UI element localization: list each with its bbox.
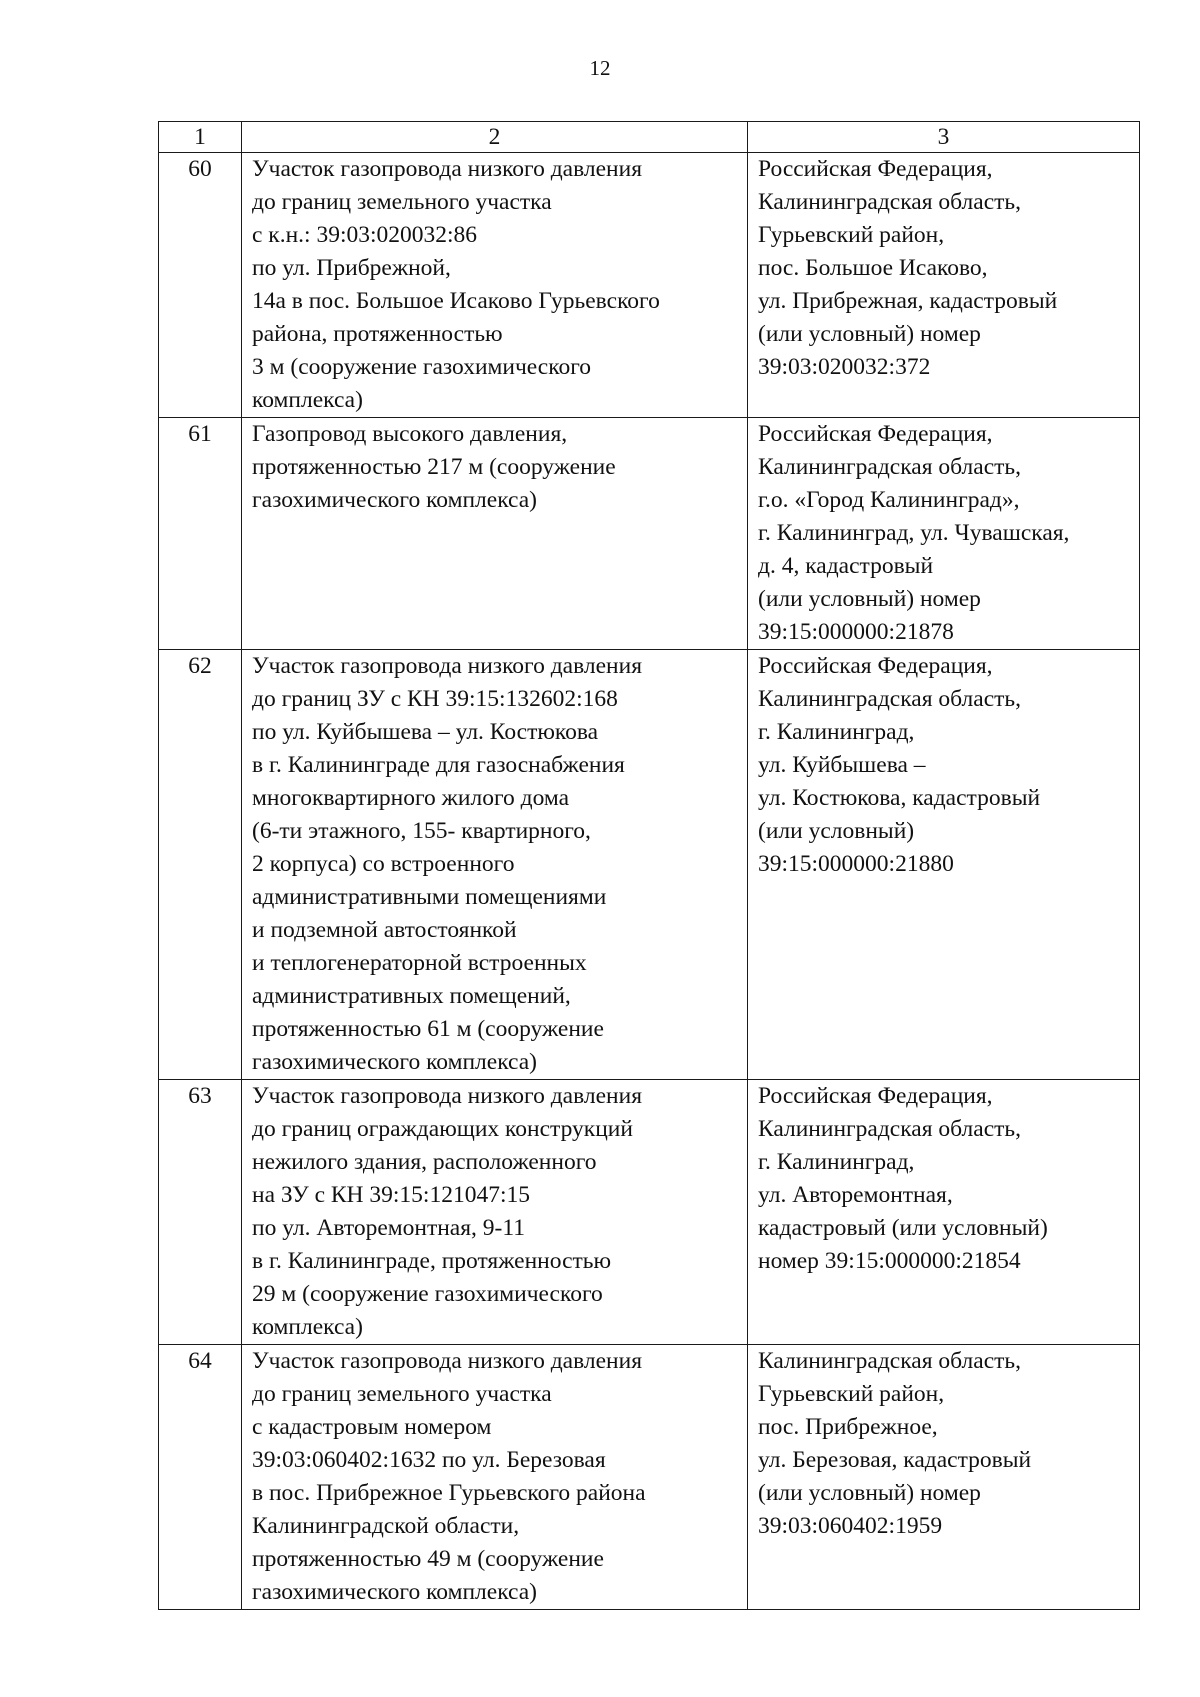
table-row (159, 153, 1140, 418)
row-number: 64 (159, 1345, 242, 1610)
table-row (159, 418, 1140, 650)
column-header-3: 3 (748, 122, 1140, 153)
table-row (159, 1345, 1140, 1610)
object-description-text: Участок газопровода низкого давления до границ ЗУ с КН 39:15:132602:168 по ул. Куйбышева – ул. Костюкова в г. Калининграде для газоснабжения многоквартирного жилого дома (6-ти этажного, 155- квартирного, 2 корпуса) со встроенного административными помещениями и подземной автостоянкой и теплогенераторной встроенных административных помещений, протяженностью 61 м (сооружение газохимического комплекса) (252, 653, 643, 1075)
object-description (242, 1080, 748, 1345)
table-row (159, 650, 1140, 1080)
object-address (748, 418, 1140, 650)
object-address-text: Российская Федерация, Калининградская область, г.о. «Город Калининград», г. Калининград, ул. Чувашская, д. 4, кадастровый (или условный) номер 39:15:000000:21878 (758, 421, 1070, 645)
object-address (748, 650, 1140, 1080)
column-header-1: 1 (159, 122, 242, 153)
row-number: 61 (159, 418, 242, 650)
object-address-text: Российская Федерация, Калининградская область, г. Калининград, ул. Куйбышева – ул. Костюкова, кадастровый (или условный) 39:15:000000:21880 (758, 653, 1041, 877)
object-description-text: Участок газопровода низкого давления до границ земельного участка с к.н.: 39:03:020032:86 по ул. Прибрежной, 14а в пос. Большое Исаково Гурьевского района, протяженностью 3 м (сооружение газохимического комплекса) (252, 156, 660, 413)
objects-table (158, 121, 1140, 1610)
object-description-text: Участок газопровода низкого давления до границ ограждающих конструкций нежилого здания, расположенного на ЗУ с КН 39:15:121047:15 по ул. Авторемонтная, 9-11 в г. Калининграде, протяженностью 29 м (сооружение газохимического комплекса) (252, 1083, 643, 1340)
object-description (242, 650, 748, 1080)
object-description (242, 418, 748, 650)
row-number: 63 (159, 1080, 242, 1345)
page-number: 12 (589, 56, 611, 80)
object-address-text: Российская Федерация, Калининградская область, Гурьевский район, пос. Большое Исаково, ул. Прибрежная, кадастровый (или условный) номер 39:03:020032:372 (758, 156, 1058, 380)
object-address (748, 1080, 1140, 1345)
object-address (748, 1345, 1140, 1610)
object-address (748, 153, 1140, 418)
row-number: 60 (159, 153, 242, 418)
object-description (242, 1345, 748, 1610)
object-address-text: Калининградская область, Гурьевский район, пос. Прибрежное, ул. Березовая, кадастровый (или условный) номер 39:03:060402:1959 (758, 1348, 1032, 1539)
column-header-2: 2 (242, 122, 748, 153)
table-header-row (159, 122, 1140, 153)
row-number: 62 (159, 650, 242, 1080)
table-row (159, 1080, 1140, 1345)
object-description (242, 153, 748, 418)
object-description-text: Газопровод высокого давления, протяженностью 217 м (сооружение газохимического комплекса) (252, 421, 616, 513)
object-description-text: Участок газопровода низкого давления до границ земельного участка с кадастровым номером 39:03:060402:1632 по ул. Березовая в пос. Прибрежное Гурьевского района Калининградской области, протяженностью 49 м (сооружение газохимического комплекса) (252, 1348, 646, 1605)
object-address-text: Российская Федерация, Калининградская область, г. Калининград, ул. Авторемонтная, кадастровый (или условный) номер 39:15:000000:21854 (758, 1083, 1048, 1274)
